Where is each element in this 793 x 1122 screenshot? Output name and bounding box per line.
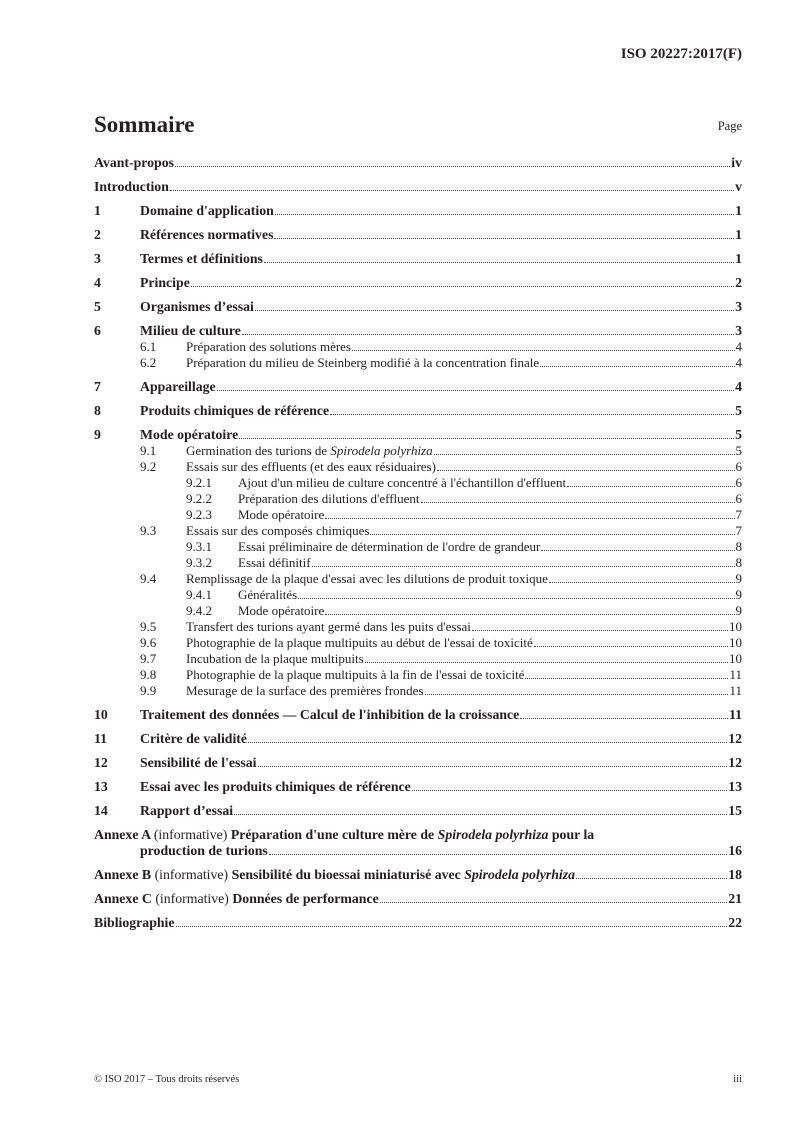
toc-entry-page: iv: [731, 155, 742, 170]
dot-leader: [248, 742, 727, 743]
toc-entry-title: Sensibilité de l'essai: [140, 755, 257, 770]
species-name: Spirodela polyrhiza: [330, 443, 433, 458]
dot-leader: [239, 438, 734, 439]
toc-entry-title: Produits chimiques de référence: [140, 403, 330, 418]
toc-entry-subclause[interactable]: [94, 667, 742, 683]
toc-entry-page: 4: [735, 339, 742, 354]
toc-entry-title: Préparation des solutions mères: [186, 339, 351, 354]
toc-entry-title: production de turions: [140, 843, 268, 858]
dot-leader: [298, 598, 734, 599]
toc-entry-number: 5: [94, 299, 101, 314]
toc-entry-annex-c[interactable]: [94, 891, 742, 907]
dot-leader: [242, 334, 734, 335]
toc-entry-title: Critère de validité: [140, 731, 248, 746]
toc-entry-subsubclause[interactable]: [94, 507, 742, 523]
dot-leader: [365, 662, 728, 663]
toc-entry-page: 21: [728, 891, 742, 906]
dot-leader: [255, 310, 734, 311]
toc-entry-page: 7: [735, 507, 742, 522]
dot-leader: [472, 630, 728, 631]
dot-leader: [576, 878, 727, 879]
dot-leader: [325, 518, 734, 519]
toc-entry-number: 9.3.2: [186, 555, 212, 570]
annex-title: Sensibilité du bioessai miniaturisé avec: [231, 867, 461, 882]
toc-entry-title: [94, 867, 575, 883]
toc-entry-title: Ajout d'un milieu de culture concentré à l'échantillon d'effluent: [238, 475, 567, 490]
toc-entry-clause[interactable]: [94, 323, 742, 339]
toc-entry-number: 2: [94, 227, 101, 242]
page-footer: [94, 1073, 742, 1087]
toc-entry-title: Essais sur des effluents (et des eaux résiduaires): [186, 459, 436, 474]
toc-entry-number: 8: [94, 403, 101, 418]
toc-entry-number: 9.6: [140, 635, 157, 650]
dot-leader: [434, 454, 735, 455]
toc-entry-title: Incubation de la plaque multipuits: [186, 651, 364, 666]
toc-entry-subsubclause[interactable]: [94, 491, 742, 507]
toc-entry-subclause[interactable]: [94, 459, 742, 475]
toc-entry-subclause[interactable]: [94, 355, 742, 371]
annex-title-continued: pour la: [551, 827, 595, 842]
toc-entry-title: Bibliographie: [94, 915, 175, 930]
toc-entry-title: [94, 827, 594, 843]
toc-entry-title: Essais sur des composés chimiques: [186, 523, 370, 538]
toc-entry-page: 9: [735, 571, 742, 586]
toc-entry-title: Milieu de culture: [140, 323, 241, 338]
dot-leader: [540, 366, 734, 367]
toc-entry-title: Essai avec les produits chimiques de référence: [140, 779, 411, 794]
toc-entry-subclause[interactable]: [94, 651, 742, 667]
toc-entry-clause[interactable]: [94, 299, 742, 315]
toc-entry-clause[interactable]: [94, 275, 742, 291]
toc-entry-number: 9: [94, 427, 101, 442]
page-number: iii: [733, 1074, 742, 1085]
toc-entry-title-text: Germination des turions de: [186, 443, 328, 458]
toc-entry-clause[interactable]: [94, 755, 742, 771]
toc-entry-page: 3: [735, 299, 742, 314]
toc-entry-title: [186, 443, 433, 459]
dot-leader: [176, 926, 728, 927]
toc-entry-number: 9.4.1: [186, 587, 212, 602]
annex-label: Annexe A: [94, 827, 151, 842]
toc-entry-subsubclause[interactable]: [94, 539, 742, 555]
toc-entry-title: Termes et définitions: [140, 251, 263, 266]
annex-type: (informative): [154, 867, 229, 882]
toc-entry-page: 1: [735, 251, 742, 266]
toc-entry-title: Mode opératoire: [238, 603, 325, 618]
toc-entry-title: Photographie de la plaque multipuits à la fin de l'essai de toxicité: [186, 667, 525, 682]
dot-leader: [274, 238, 734, 239]
toc-entry-clause[interactable]: [94, 203, 742, 219]
dot-leader: [191, 286, 734, 287]
toc-entry-number: 9.2.2: [186, 491, 212, 506]
toc-entry-subclause[interactable]: [94, 683, 742, 699]
toc-entry-page: 5: [735, 443, 742, 458]
toc-entry-title: Mode opératoire: [238, 507, 325, 522]
toc-entry-page: 6: [735, 491, 742, 506]
dot-leader: [312, 566, 735, 567]
toc-entry-page: 5: [735, 427, 742, 442]
annex-title: Préparation d'une culture mère de: [230, 827, 435, 842]
dot-leader: [541, 550, 734, 551]
dot-leader: [437, 470, 735, 471]
toc-entry-clause[interactable]: [94, 707, 742, 723]
annex-type: (informative): [155, 891, 229, 906]
species-name: Spirodela polyrhiza: [437, 827, 549, 842]
dot-leader: [520, 718, 728, 719]
species-name: Spirodela polyrhiza: [464, 867, 576, 882]
toc-entry-clause[interactable]: [94, 251, 742, 267]
toc-entry-title: Domaine d'application: [140, 203, 274, 218]
toc-entry-page: 22: [728, 915, 742, 930]
toc-entry-subsubclause[interactable]: [94, 475, 742, 491]
toc-entry-subclause[interactable]: [94, 635, 742, 651]
toc-entry-title: Généralités: [238, 587, 298, 602]
annex-type: (informative): [153, 827, 228, 842]
toc-entry-number: 9.1: [140, 443, 157, 458]
dot-leader: [264, 262, 734, 263]
toc-entry-annex-b[interactable]: [94, 867, 742, 883]
toc-entry-number: 6.1: [140, 339, 157, 354]
dot-leader: [525, 678, 728, 679]
toc-entry-page: 2: [735, 275, 742, 290]
toc-entry-title: Mode opératoire: [140, 427, 239, 442]
toc-entry-title: Préparation du milieu de Steinberg modifié à la concentration finale: [186, 355, 540, 370]
annex-label: Annexe B: [94, 867, 152, 882]
toc-entry-subclause[interactable]: [94, 443, 742, 459]
dot-leader: [352, 350, 735, 351]
toc-entry-number: 14: [94, 803, 108, 818]
toc-entry-title: Références normatives: [140, 227, 274, 242]
dot-leader: [170, 190, 734, 191]
toc-entry-page: 1: [735, 227, 742, 242]
dot-leader: [549, 582, 735, 583]
toc-entry-page: 12: [728, 731, 742, 746]
toc-entry-subclause[interactable]: [94, 571, 742, 587]
toc-entry-number: 6.2: [140, 355, 157, 370]
dot-leader: [425, 694, 729, 695]
toc-entry-number: 9.2: [140, 459, 157, 474]
dot-leader: [330, 414, 734, 415]
document-id-header: ISO 20227:2017(F): [620, 46, 742, 62]
toc-entry-page: 6: [735, 475, 742, 490]
toc-entry-number: 9.2.3: [186, 507, 212, 522]
toc-entry-title: Essai préliminaire de détermination de l'ordre de grandeur: [238, 539, 541, 554]
toc-entry-title: Organismes d’essai: [140, 299, 254, 314]
toc-entry-page: 8: [735, 539, 742, 554]
toc-entry-number: 9.4.2: [186, 603, 212, 618]
toc-entry-page: 10: [729, 619, 742, 634]
toc-entry-clause[interactable]: [94, 379, 742, 395]
toc-entry-page: 16: [728, 843, 742, 858]
toc-entry-page: 4: [735, 379, 742, 394]
toc-entry-number: 9.8: [140, 667, 157, 682]
dot-leader: [325, 614, 734, 615]
toc-entry-title: Mesurage de la surface des premières frondes: [186, 683, 424, 698]
toc-entry-number: 4: [94, 275, 101, 290]
table-of-contents: [94, 155, 742, 931]
toc-entry-page: 10: [729, 651, 742, 666]
toc-entry-title: [94, 891, 379, 907]
toc-entry-title: Remplissage de la plaque d'essai avec les dilutions de produit toxique: [186, 571, 548, 586]
toc-entry-clause[interactable]: [94, 779, 742, 795]
toc-entry-title: Introduction: [94, 179, 169, 194]
toc-entry-title: Appareillage: [140, 379, 216, 394]
toc-entry-number: 7: [94, 379, 101, 394]
toc-entry-subclause[interactable]: [94, 523, 742, 539]
dot-leader: [275, 214, 734, 215]
toc-entry-bibliography[interactable]: [94, 915, 742, 931]
annex-label: Annexe C: [94, 891, 152, 906]
annex-title: Données de performance: [232, 891, 379, 906]
toc-entry-number: 11: [94, 731, 108, 746]
toc-entry-page: 9: [735, 587, 742, 602]
page-title: Sommaire: [94, 112, 195, 137]
toc-entry-page: v: [735, 179, 742, 194]
toc-entry-title: Préparation des dilutions d'effluent: [238, 491, 420, 506]
toc-entry-page: 12: [728, 755, 742, 770]
dot-leader: [380, 902, 727, 903]
toc-entry-page: 10: [729, 635, 742, 650]
toc-entry-number: 6: [94, 323, 101, 338]
toc-entry-title: Transfert des turions ayant germé dans les puits d'essai: [186, 619, 471, 634]
dot-leader: [258, 766, 728, 767]
toc-entry-number: 10: [94, 707, 108, 722]
dot-leader: [370, 534, 734, 535]
dot-leader: [175, 166, 730, 167]
toc-entry-page: 13: [728, 779, 742, 794]
toc-entry-page: 3: [735, 323, 742, 338]
toc-entry-annex-a-continuation[interactable]: [94, 843, 742, 859]
toc-entry-clause[interactable]: [94, 427, 742, 443]
toc-entry-page: 9: [735, 603, 742, 618]
toc-entry-page: 4: [735, 355, 742, 370]
toc-entry-number: 3: [94, 251, 101, 266]
toc-entry-page: 6: [735, 459, 742, 474]
toc-entry-page: 7: [735, 523, 742, 538]
toc-entry-title: Photographie de la plaque multipuits au début de l'essai de toxicité: [186, 635, 533, 650]
toc-entry-number: 9.5: [140, 619, 157, 634]
toc-entry-subsubclause[interactable]: [94, 587, 742, 603]
toc-entry-number: 1: [94, 203, 101, 218]
toc-entry-foreword[interactable]: [94, 155, 742, 171]
toc-entry-clause[interactable]: [94, 227, 742, 243]
toc-entry-title: Avant-propos: [94, 155, 174, 170]
toc-entry-subsubclause[interactable]: [94, 603, 742, 619]
toc-entry-page: 8: [735, 555, 742, 570]
toc-entry-page: 11: [728, 707, 742, 722]
toc-entry-page: 11: [729, 667, 742, 682]
toc-entry-clause[interactable]: [94, 731, 742, 747]
toc-entry-clause[interactable]: [94, 803, 742, 819]
toc-entry-annex-a[interactable]: [94, 827, 742, 843]
toc-entry-number: 9.9: [140, 683, 157, 698]
toc-entry-number: 9.3: [140, 523, 157, 538]
copyright-notice: © ISO 2017 – Tous droits réservés: [94, 1074, 240, 1085]
toc-entry-title: Rapport d’essai: [140, 803, 234, 818]
toc-entry-subsubclause[interactable]: [94, 555, 742, 571]
toc-entry-clause[interactable]: [94, 403, 742, 419]
dot-leader: [217, 390, 734, 391]
toc-entry-number: 9.7: [140, 651, 157, 666]
toc-entry-page: 11: [729, 683, 742, 698]
toc-entry-page: 1: [735, 203, 742, 218]
toc-entry-page: 18: [728, 867, 742, 882]
toc-entry-page: 15: [728, 803, 742, 818]
toc-entry-number: 9.4: [140, 571, 157, 586]
toc-entry-number: 13: [94, 779, 108, 794]
toc-entry-introduction[interactable]: [94, 179, 742, 195]
toc-entry-number: 9.2.1: [186, 475, 212, 490]
toc-entry-title: Principe: [140, 275, 190, 290]
dot-leader: [534, 646, 728, 647]
toc-entry-subclause[interactable]: [94, 339, 742, 355]
page-column-label: Page: [717, 119, 742, 133]
toc-entry-number: 9.3.1: [186, 539, 212, 554]
dot-leader: [421, 502, 735, 503]
toc-entry-number: 12: [94, 755, 108, 770]
dot-leader: [567, 486, 734, 487]
dot-leader: [412, 790, 727, 791]
dot-leader: [269, 854, 727, 855]
toc-entry-page: 5: [735, 403, 742, 418]
toc-entry-title: Essai définitif: [238, 555, 311, 570]
toc-entry-subclause[interactable]: [94, 619, 742, 635]
toc-entry-title: Traitement des données — Calcul de l'inhibition de la croissance: [140, 707, 520, 722]
dot-leader: [234, 814, 727, 815]
